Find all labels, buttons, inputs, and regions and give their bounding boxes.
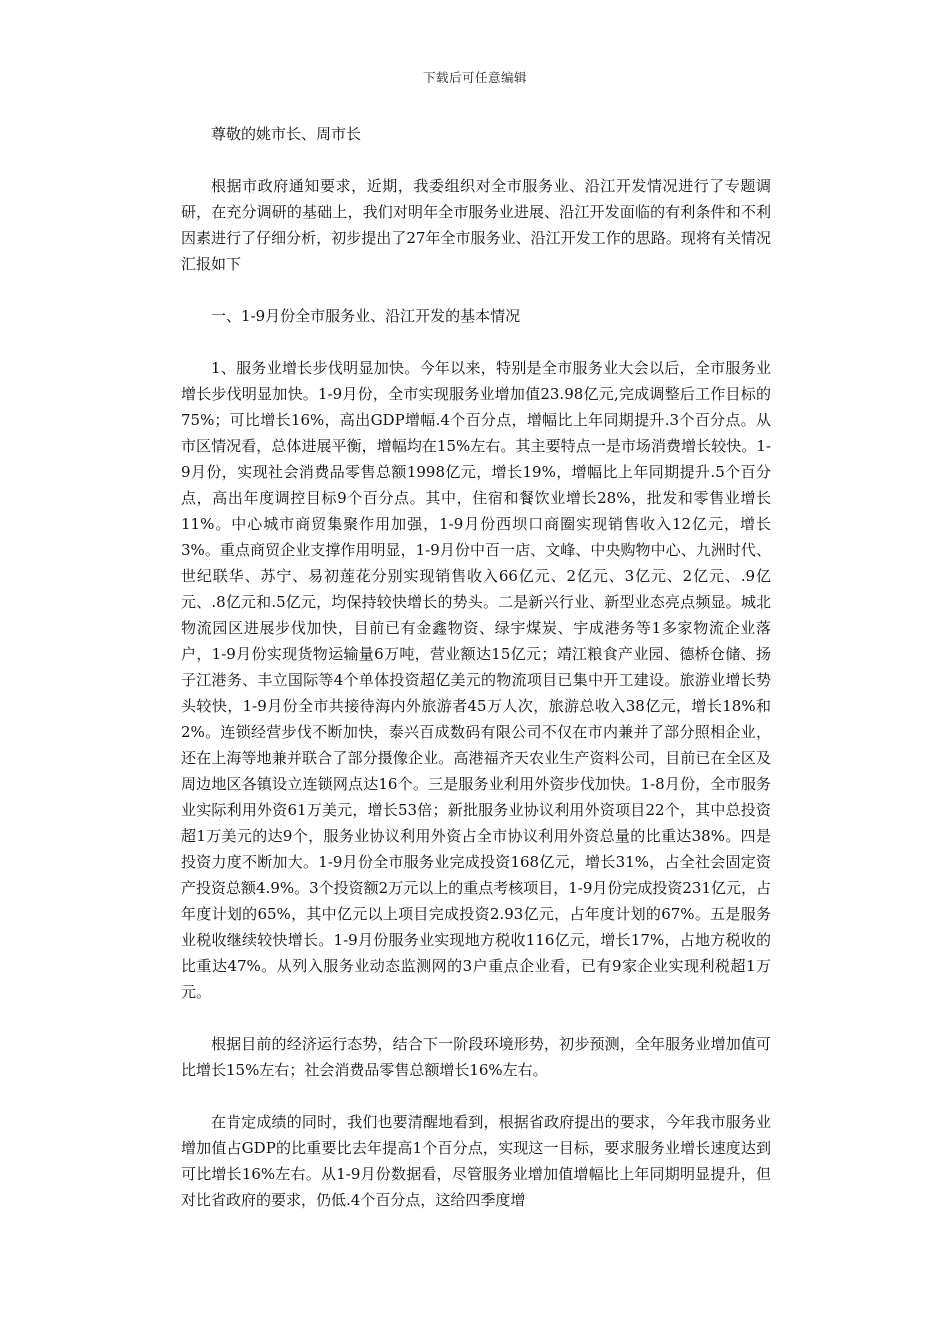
section-heading: 一、1-9月份全市服务业、沿江开发的基本情况 — [211, 307, 521, 325]
download-note: 下载后可任意编辑 — [422, 70, 527, 85]
paragraph-challenges: 在肯定成绩的同时，我们也要清醒地看到，根据省政府提出的要求，今年我市服务业增加值占GDP的比重要比去年提高1个百分点，实现这一目标，要求服务业增长速度达到可比增长16%左右。从1-9月份数据看，尽管服务业增加值增幅比上年同期明显提升，但对比省政府的要求，仍低.4个百分点，这给四季度增 — [181, 1113, 771, 1209]
letter-body — [181, 121, 771, 1213]
paragraph-service-growth: 1、服务业增长步伐明显加快。今年以来，特别是全市服务业大会以后，全市服务业增长步伐明显加快。1-9月份，全市实现服务业增加值23.98亿元,完成调整后工作目标的75%；可比增长16%，高出GDP增幅.4个百分点，增幅比上年同期提升.3个百分点。从市区情况看，总体进展平衡，增幅均在15%左右。其主要特点一是市场消费增长较快。1-9月份，实现社会消费品零售总额1998亿元，增长19%，增幅比上年同期提升.5个百分点，高出年度调控目标9个百分点。其中，住宿和餐饮业增长28%，批发和零售业增长11%。中心城市商贸集聚作用加强，1-9月份西坝口商圈实现销售收入12亿元，增长3%。重点商贸企业支撑作用明显，1-9月份中百一店、文峰、中央购物中心、九洲时代、世纪联华、苏宁、易初莲花分别实现销售收入66亿元、2亿元、3亿元、2亿元、.9亿元、.8亿元和.5亿元，均保持较快增长的势头。二是新兴行业、新型业态亮点频显。城北物流园区进展步伐加快，目前已有金鑫物资、绿宇煤炭、宇成港务等1多家物流企业落户，1-9月份实现货物运输量6万吨，营业额达15亿元；靖江粮食产业园、德桥仓储、扬子江港务、丰立国际等4个单体投资超亿美元的物流项目已集中开工建设。旅游业增长势头较快，1-9月份全市共接待海内外旅游者45万人次，旅游总收入38亿元，增长18%和2%。连锁经营步伐不断加快，泰兴百成数码有限公司不仅在市内兼并了部分照相企业，还在上海等地兼并联合了部分摄像企业。高港福齐天农业生产资料公司，目前已在全区及周边地区各镇设立连锁网点达16个。三是服务业利用外资步伐加快。1-8月份，全市服务业实际利用外资61万美元，增长53倍；新批服务业协议利用外资项目22个，其中总投资超1万美元的达9个，服务业协议利用外资占全市协议利用外资总量的比重达38%。四是投资力度不断加大。1-9月份全市服务业完成投资168亿元，增长31%，占全社会固定资产投资总额4.9%。3个投资额2万元以上的重点考核项目，1-9月份完成投资231亿元，占年度计划的65%，其中亿元以上项目完成投资2.93亿元，占年度计划的67%。五是服务业税收继续较快增长。1-9月份服务业实现地方税收116亿元，增长17%，占地方税收的比重达47%。从列入服务业动态监测网的3户重点企业看，已有9家企业实现利税超1万元。 — [181, 359, 771, 1001]
paragraph-intro: 根据市政府通知要求，近期，我委组织对全市服务业、沿江开发情况进行了专题调研，在充分调研的基础上，我们对明年全市服务业进展、沿江开发面临的有利条件和不利因素进行了仔细分析，初步提出了27年全市服务业、沿江开发工作的思路。现将有关情况汇报如下 — [181, 177, 771, 273]
paragraph-forecast: 根据目前的经济运行态势，结合下一阶段环境形势，初步预测，全年服务业增加值可比增长15%左右；社会消费品零售总额增长16%左右。 — [181, 1035, 771, 1079]
salutation: 尊敬的姚市长、周市长 — [211, 125, 362, 143]
